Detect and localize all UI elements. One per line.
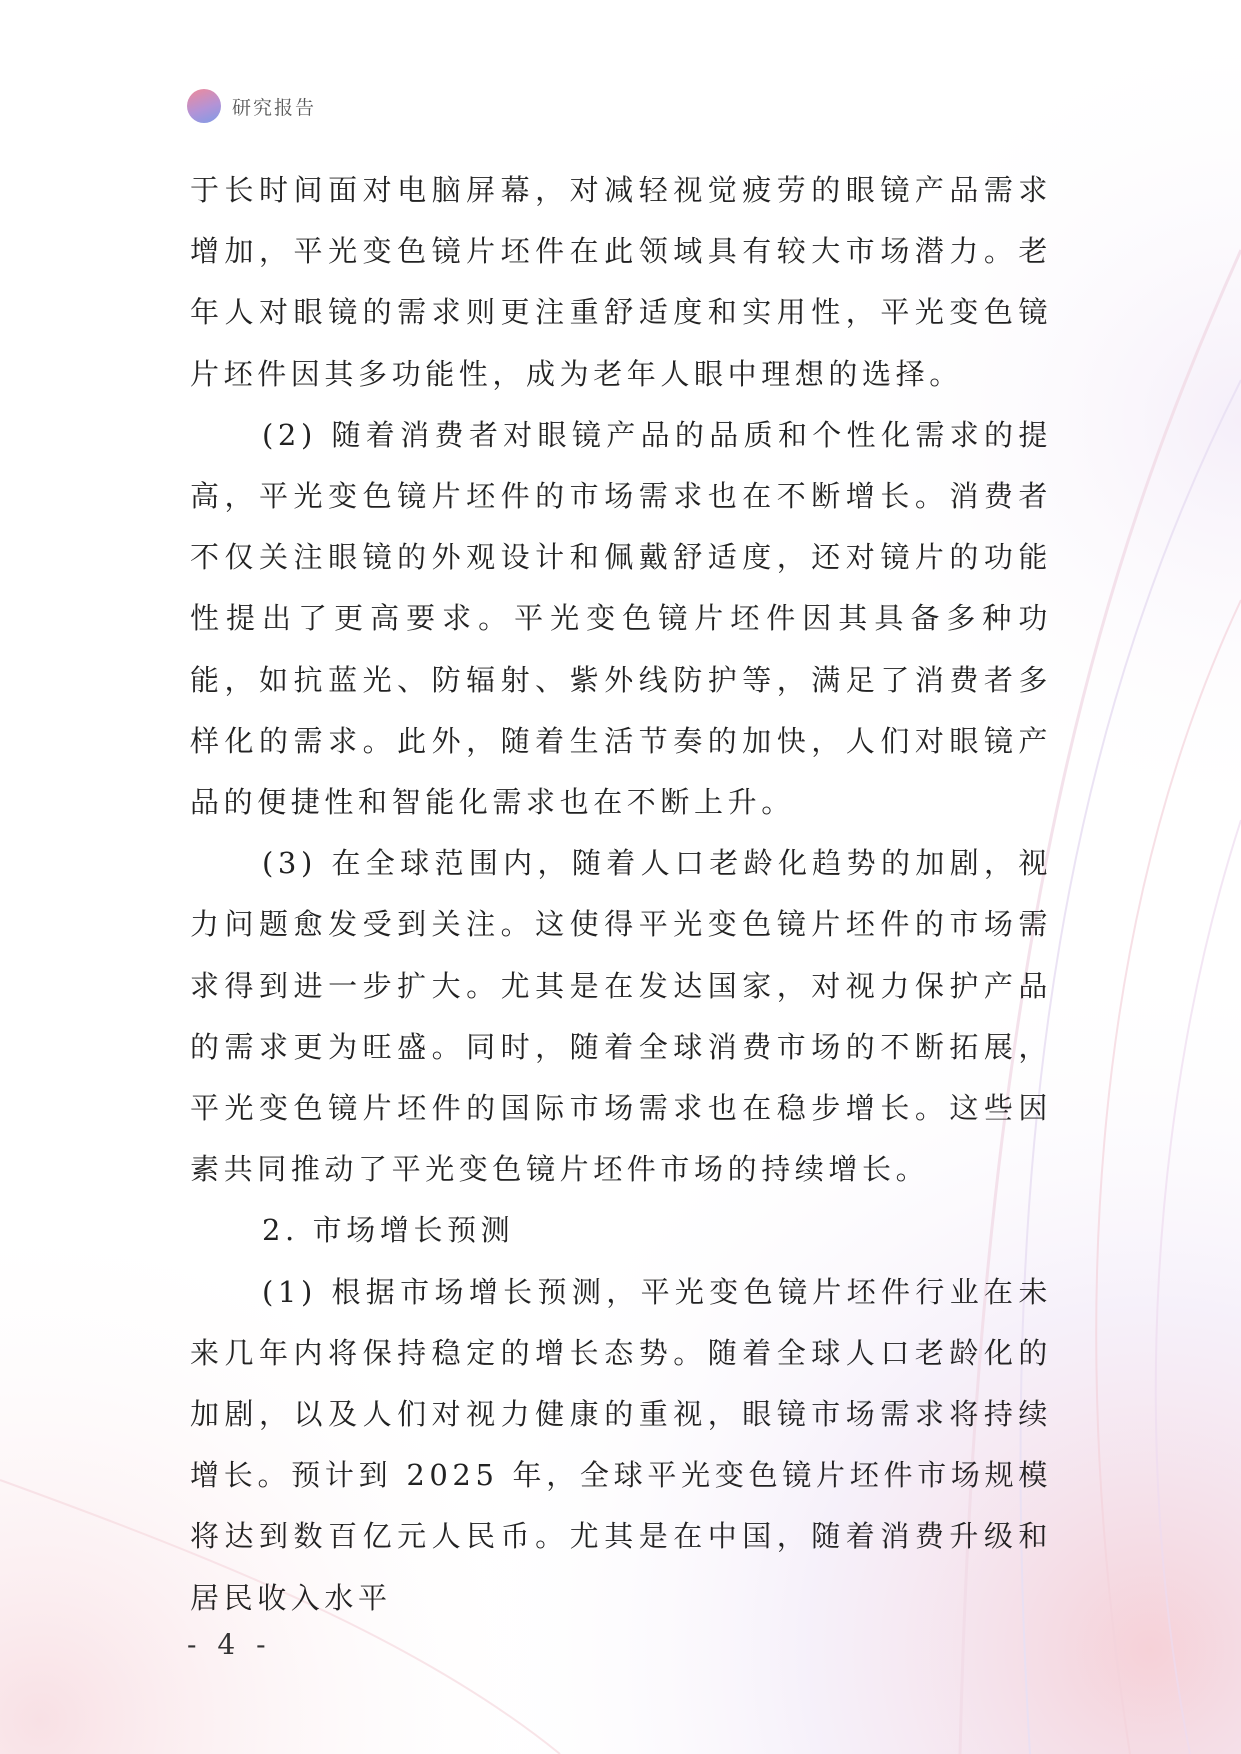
report-logo-icon xyxy=(187,89,221,123)
page-header xyxy=(187,88,316,124)
paragraph-item-2: (2) 随着消费者对眼镜产品的品质和个性化需求的提高，平光变色镜片坯件的市场需求也在不断增长。消费者不仅关注眼镜的外观设计和佩戴舒适度，还对镜片的功能性提出了更高要求。平光变色镜片坯件因其具备多种功能，如抗蓝光、防辐射、紫外线防护等，满足了消费者多样化的需求。此外，随着生活节奏的加快，人们对眼镜产品的便捷性和智能化需求也在不断上升。 xyxy=(190,417,1052,820)
paragraph-item-3: (3) 在全球范围内，随着人口老龄化趋势的加剧，视力问题愈发受到关注。这使得平光变色镜片坯件的市场需求得到进一步扩大。尤其是在发达国家，对视力保护产品的需求更为旺盛。同时，随着全球消费市场的不断拓展，平光变色镜片坯件的国际市场需求也在稳步增长。这些因素共同推动了平光变色镜片坯件市场的持续增长。 xyxy=(190,846,1052,1187)
document-body xyxy=(190,160,1052,1629)
paragraph-continuation: 于长时间面对电脑屏幕，对减轻视觉疲劳的眼镜产品需求增加，平光变色镜片坯件在此领域具有较大市场潜力。老年人对眼镜的需求则更注重舒适度和实用性，平光变色镜片坯件因其多功能性，成为老年人眼中理想的选择。 xyxy=(190,173,1052,391)
page-number: - 4 - xyxy=(187,1628,272,1661)
header-label: 研究报告 xyxy=(232,96,317,119)
paragraph-forecast-1: (1) 根据市场增长预测，平光变色镜片坯件行业在未来几年内将保持稳定的增长态势。随着全球人口老龄化的加剧，以及人们对视力健康的重视，眼镜市场需求将持续增长。预计到 2025 年，全球平光变色镜片坯件市场规模将达到数百亿元人民币。尤其是在中国，随着消费升级和居民收入水平 xyxy=(190,1274,1052,1615)
section-heading: 2. 市场增长预测 xyxy=(262,1213,515,1248)
